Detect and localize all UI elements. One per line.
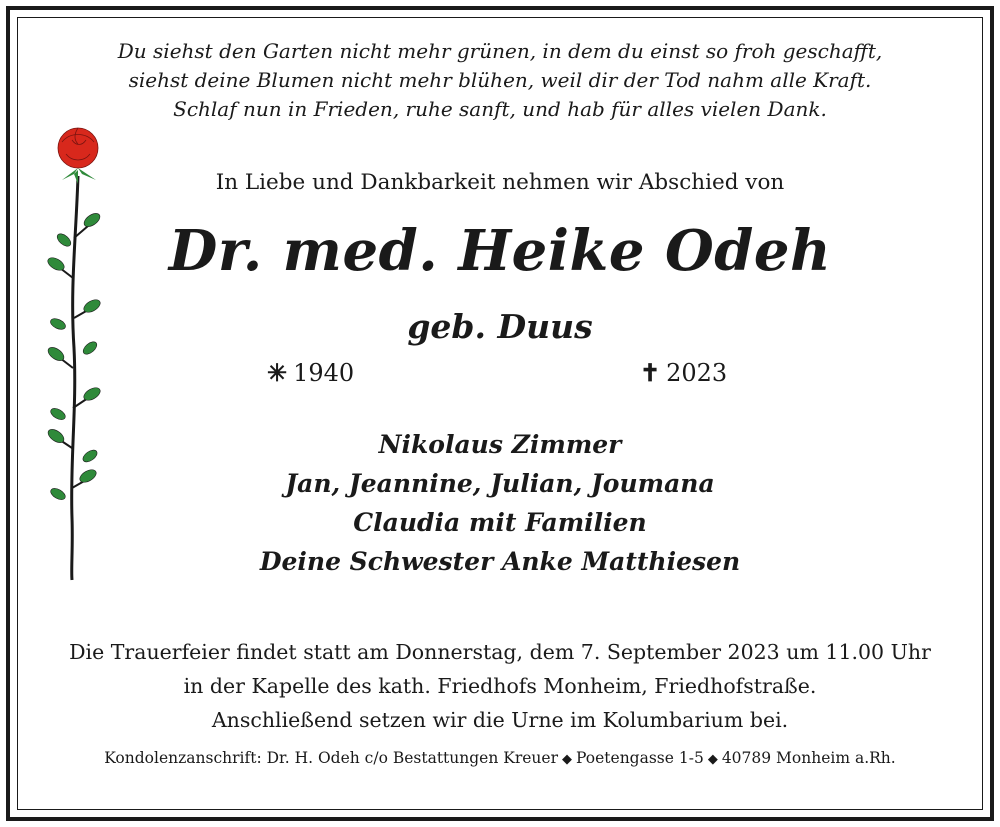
address-part: Poetengasse 1-5: [575, 749, 704, 767]
poem-line: Schlaf nun in Frieden, ruhe sanft, und hab für alles vielen Dank.: [173, 97, 827, 121]
birth-star-icon: ✳: [267, 358, 288, 387]
service-line: in der Kapelle des kath. Friedhofs Monheim, Friedhofstraße.: [183, 674, 817, 698]
poem-line: Du siehst den Garten nicht mehr grünen, in dem du einst so froh geschafft,: [117, 39, 883, 63]
address-part: 40789 Monheim a.Rh.: [721, 749, 896, 767]
diamond-separator-icon: ◆: [707, 752, 718, 767]
poem: [40, 37, 960, 124]
death-year: 2023: [666, 359, 728, 387]
poem-line: siehst deine Blumen nicht mehr blühen, weil dir der Tod nahm alle Kraft.: [128, 68, 872, 92]
service-line: Anschließend setzen wir die Urne im Kolumbarium bei.: [211, 708, 789, 732]
death-cross-icon: ✝: [640, 358, 661, 387]
birth-date: [267, 358, 354, 387]
maiden-name: geb. Duus: [407, 307, 593, 346]
mourner-name: Nikolaus Zimmer: [378, 430, 622, 459]
service-line: Die Trauerfeier findet statt am Donnerstag, dem 7. September 2023 um 11.00 Uhr: [69, 640, 931, 664]
birth-year: 1940: [293, 359, 355, 387]
address-part: Kondolenzanschrift: Dr. H. Odeh c/o Bestattungen Kreuer: [104, 749, 558, 767]
death-date: [640, 358, 727, 387]
deceased-name: Dr. med. Heike Odeh: [168, 218, 832, 284]
mourner-name: Deine Schwester Anke Matthiesen: [259, 547, 741, 576]
mourners-list: [40, 425, 960, 581]
funeral-service-info: [40, 635, 960, 737]
condolence-address: [30, 749, 970, 767]
mourner-name: Claudia mit Familien: [353, 508, 647, 537]
diamond-separator-icon: ◆: [561, 752, 572, 767]
mourner-name: Jan, Jeannine, Julian, Joumana: [285, 469, 715, 498]
intro-text: In Liebe und Dankbarkeit nehmen wir Abschied von: [215, 170, 785, 195]
